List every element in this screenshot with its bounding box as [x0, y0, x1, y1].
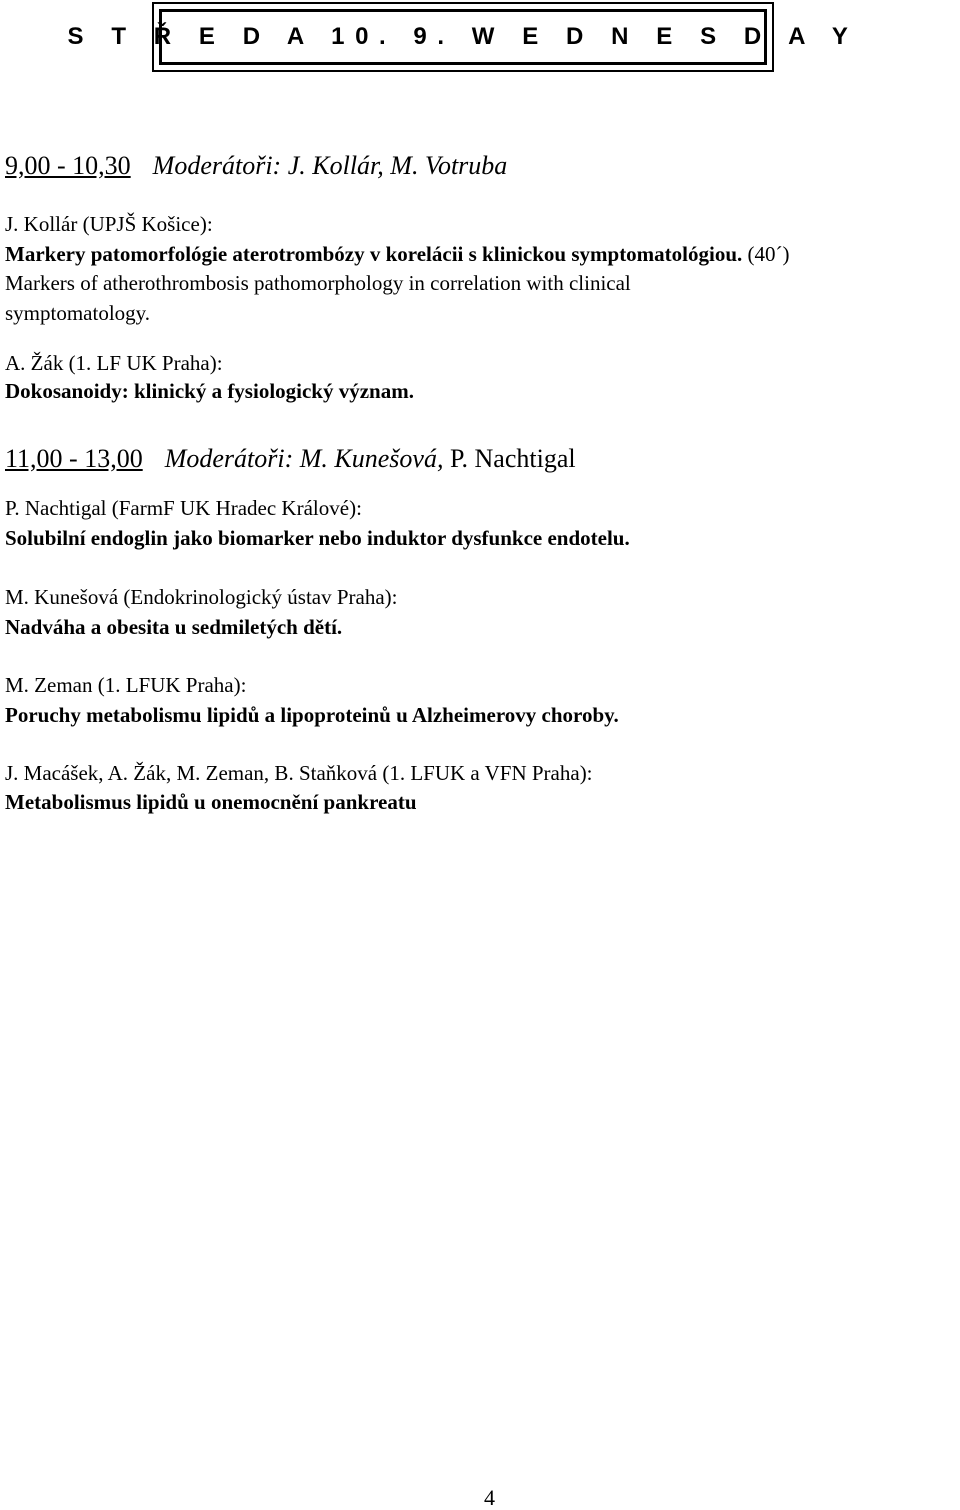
talk-title: Poruchy metabolismu lipidů a lipoproteinů u Alzheimerovy choroby.: [5, 703, 619, 727]
talk-author: P. Nachtigal (FarmF UK Hradec Králové):: [5, 496, 362, 520]
talk-title-en: symptomatology.: [5, 301, 151, 325]
session-moderators: J. Kollár, M. Votruba: [287, 151, 508, 180]
talk-author: J. Kollár (UPJŠ Košice):: [5, 212, 213, 236]
talk-title: Markery patomorfológie aterotrombózy v korelácii s klinickou symptomatológiou.: [5, 242, 743, 266]
talk-title: Solubilní endoglin jako biomarker nebo induktor dysfunkce endotelu.: [5, 526, 630, 550]
talk-author: M. Zeman (1. LFUK Praha):: [5, 673, 247, 697]
talk-title: Metabolismus lipidů u onemocnění pankreatu: [5, 790, 417, 814]
talk-duration: (40´): [747, 242, 790, 266]
talk-title: Dokosanoidy: klinický a fysiologický význam.: [5, 379, 414, 403]
day-header-frame: [67, 2, 859, 72]
talk-title: Nadváha a obesita u sedmiletých dětí.: [5, 615, 343, 639]
session-heading: [5, 444, 576, 474]
session-moderators-label: Moderátoři: M. Kunešová,: [164, 444, 444, 473]
session-moderators-label: Moderátoři:: [152, 151, 282, 180]
talk-title-line: [5, 242, 790, 266]
session-moderators: P. Nachtigal: [449, 444, 576, 473]
session-time: 9,00 - 10,30: [5, 151, 131, 180]
session-time: 11,00 - 13,00: [5, 444, 143, 473]
page-number: 4: [484, 1485, 495, 1510]
session-heading: [5, 151, 507, 181]
day-header-title: S T Ř E D A 10. 9. W E D N E S D A Y: [159, 9, 767, 65]
talk-title-en: Markers of atherothrombosis pathomorphology in correlation with clinical: [5, 271, 631, 295]
talk-author: M. Kunešová (Endokrinologický ústav Praha):: [5, 585, 398, 609]
talk-author: J. Macášek, A. Žák, M. Zeman, B. Staňková (1. LFUK a VFN Praha):: [5, 761, 593, 785]
talk-author: A. Žák (1. LF UK Praha):: [5, 351, 223, 375]
